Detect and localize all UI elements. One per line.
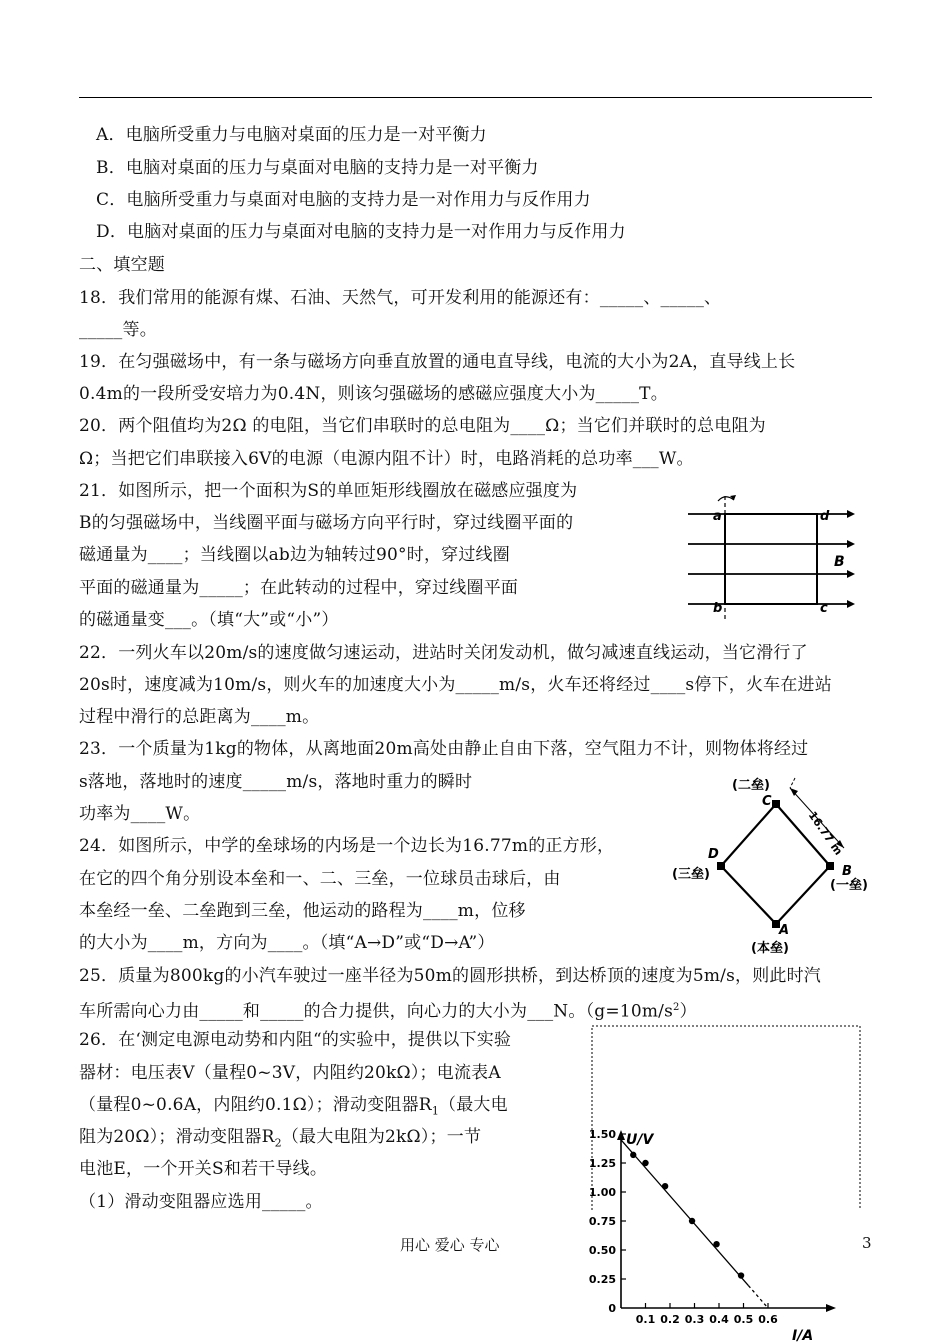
y-tick-label: 1.00: [588, 1186, 616, 1199]
q22-line2: 20s时，速度减为10m/s，则火车的加速度大小为_____m/s，火车还将经过____s停下，火车在进站: [79, 675, 832, 695]
section-title: 二、填空题: [79, 255, 165, 275]
x-tick-label: 0.4: [709, 1313, 729, 1326]
point-d: D: [708, 847, 719, 862]
data-point: [662, 1183, 668, 1189]
x-tick-label: 0.1: [635, 1313, 656, 1326]
y-tick-label: 1.25: [588, 1157, 616, 1170]
x-tick-label: 0.3: [684, 1313, 705, 1326]
x-axis-label: I/A: [792, 1328, 814, 1342]
q23-line2: s落地，落地时的速度_____m/s，落地时重力的瞬时: [79, 772, 473, 792]
q26-line6: （1）滑动变阻器应选用_____。: [79, 1192, 323, 1212]
q26-line4: 阻为20Ω）；滑动变阻器$R_2$（最大电阻为2kΩ）；一节: [79, 1127, 482, 1150]
point-c: C: [762, 794, 772, 809]
q26-line2: 器材：电压表V（量程0~3V，内阻约20kΩ）；电流表A: [79, 1063, 501, 1083]
diamond-figure: [668, 774, 880, 959]
fit-line: [621, 1140, 748, 1286]
header-rule: [79, 97, 872, 98]
point-b: B: [842, 864, 852, 879]
side-length-label: 16.77 m: [805, 809, 846, 858]
coil-label-b: b: [713, 601, 723, 616]
q26-line3: （量程0~0.6A，内阻约0.1Ω）；滑动变阻器$R_1$（最大电: [79, 1095, 508, 1118]
q22-line1: 22．一列火车以20m/s的速度做匀速运动，进站时关闭发动机，做匀减速直线运动，当它滑行了: [79, 643, 808, 663]
q21-line1: 21．如图所示，把一个面积为S的单匝矩形线圈放在磁感应强度为: [79, 481, 578, 501]
q21-line3: 磁通量为____；当线圈以ab边为轴转过90°时，穿过线圈: [79, 545, 510, 565]
coil-label-d: d: [820, 509, 830, 524]
data-point: [642, 1160, 648, 1166]
q19-line1: 19．在匀强磁场中，有一条与磁场方向垂直放置的通电直导线，电流的大小为2A，直导线上长: [79, 352, 796, 372]
base-label-d: (三垒): [672, 867, 710, 882]
q25-line2: 车所需向心力由_____和_____的合力提供，向心力的大小为___N。$(g=10m/s^2)$: [79, 1001, 697, 1022]
y-tick-label: 0.50: [588, 1244, 616, 1257]
base-label-b: (一垒): [830, 878, 868, 893]
option-d: D．电脑对桌面的压力与桌面对电脑的支持力是一对作用力与反作用力: [96, 222, 626, 242]
q22-line3: 过程中滑行的总距离为____m。: [79, 707, 320, 727]
footer-center: 用心 爱心 专心: [400, 1236, 500, 1254]
q20-line1: 20．两个阻值均为2Ω 的电阻，当它们串联时的总电阻为____Ω；当它们并联时的总电阻为: [79, 416, 766, 436]
ui-chart: [578, 1126, 848, 1342]
option-b: B．电脑对桌面的压力与桌面对电脑的支持力是一对平衡力: [96, 158, 539, 178]
q23-line3: 功率为____W。: [79, 804, 201, 824]
y-tick-label: 1.50: [588, 1128, 616, 1141]
x-tick-label: 0.6: [758, 1313, 778, 1326]
coil-label-c: c: [820, 601, 828, 616]
x-axis-arrow: [826, 1304, 836, 1312]
data-point: [713, 1241, 719, 1247]
data-point: [689, 1218, 695, 1224]
q24-line4: 的大小为____m，方向为____。（填“A→D”或“D→A”）: [79, 933, 495, 953]
q24-line3: 本垒经一垒、二垒跑到三垒，他运动的路程为____m，位移: [79, 901, 526, 921]
x-tick-label: 0.5: [733, 1313, 754, 1326]
base-label-c: (二垒): [732, 778, 770, 793]
base-label-a: (本垒): [751, 941, 789, 956]
y-axis-label: U/V: [626, 1132, 654, 1148]
y-axis-arrow: [617, 1130, 625, 1140]
coil-label-a: a: [713, 509, 722, 524]
data-point: [630, 1152, 636, 1158]
page-number: 3: [862, 1234, 872, 1252]
q18-line2: _____等。: [79, 320, 157, 340]
q24-line1: 24．如图所示，中学的垒球场的内场是一个边长为16.77m的正方形，: [79, 836, 615, 856]
q24-line2: 在它的四个角分别设本垒和一、二、三垒，一位球员击球后，由: [79, 869, 561, 889]
y-tick-label: 0: [608, 1302, 616, 1315]
y-tick-label: 0.25: [588, 1273, 616, 1286]
option-c: C．电脑所受重力与桌面对电脑的支持力是一对作用力与反作用力: [96, 190, 591, 210]
y-tick-label: 0.75: [588, 1215, 616, 1228]
fit-line-extension: [748, 1286, 768, 1308]
field-label-b: B: [834, 554, 845, 570]
coil-figure: [682, 488, 857, 623]
point-a: A: [779, 923, 790, 938]
q26-line5: 电池E，一个开关S和若干导线。: [79, 1159, 328, 1179]
q20-line2: Ω；当把它们串联接入6V的电源（电源内阻不计）时，电路消耗的总功率___W。: [79, 449, 694, 469]
q23-line1: 23．一个质量为1kg的物体，从离地面20m高处由静止自由下落，空气阻力不计，则物体将经过: [79, 739, 809, 759]
q19-line2: 0.4m的一段所受安培力为0.4N，则该匀强磁场的感磁应强度大小为_____T。: [79, 384, 668, 404]
data-point: [738, 1272, 744, 1278]
q21-line2: B的匀强磁场中，当线圈平面与磁场方向平行时，穿过线圈平面的: [79, 513, 574, 533]
q26-line1: 26．在‘测定电源电动势和内阻“的实验中，提供以下实验: [79, 1030, 512, 1050]
option-a: A．电脑所受重力与电脑对桌面的压力是一对平衡力: [96, 125, 487, 145]
q25-line1: 25．质量为800kg的小汽车驶过一座半径为50m的圆形拱桥，到达桥顶的速度为5m/s，则此时汽: [79, 966, 822, 986]
q21-line4: 平面的磁通量为_____；在此转动的过程中，穿过线圈平面: [79, 578, 519, 598]
q21-line5: 的磁通量变___。（填“大”或“小”）: [79, 610, 339, 630]
q18-line1: 18．我们常用的能源有煤、石油、天然气，可开发利用的能源还有：_____、_____、: [79, 288, 722, 308]
x-tick-label: 0.2: [660, 1313, 680, 1326]
